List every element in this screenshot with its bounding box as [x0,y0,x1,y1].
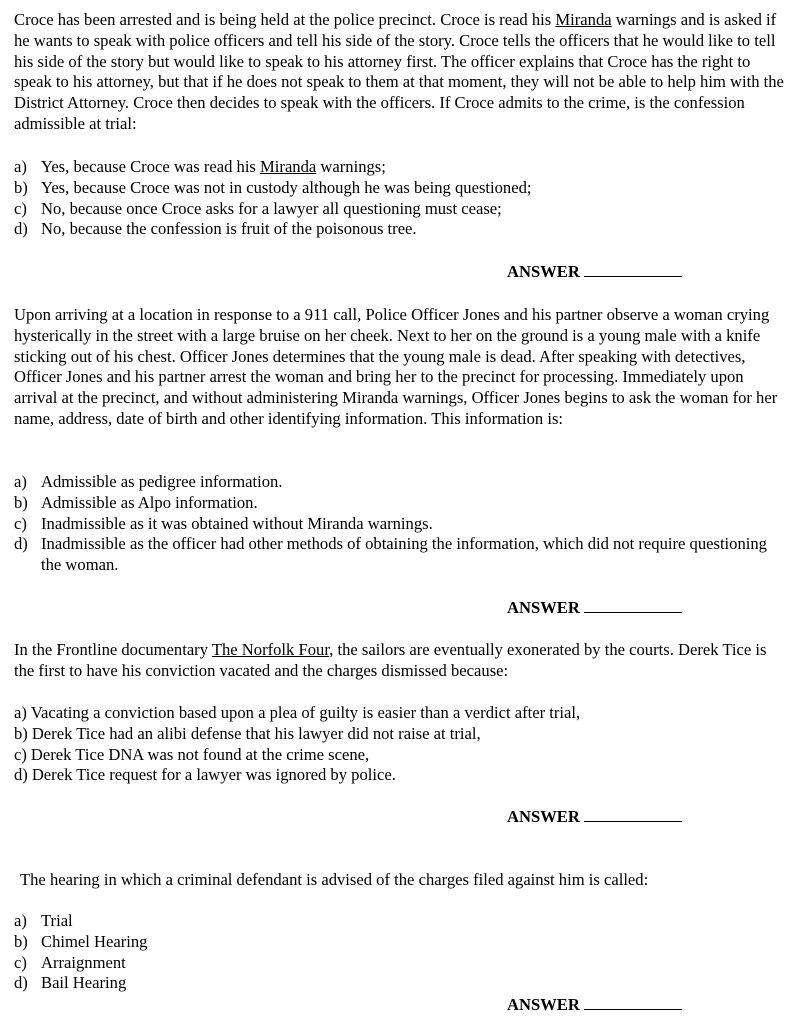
answer-blank-2[interactable] [584,598,682,613]
question-4-options [14,911,784,994]
question-3-stem: In the Frontline documentary The Norfolk Four, the sailors are eventually exonerated by the courts. Derek Tice is the first to have his conviction vacated and the charges dismissed because: [14,640,767,680]
answer-blank-3[interactable] [584,807,682,822]
option-d: d) Bail Hearing [14,973,127,993]
question-3-options [14,703,784,786]
option-b: b) Yes, because Croce was not in custody although he was being questioned; [14,177,532,197]
option-a: a) Vacating a conviction based upon a plea of guilty is easier than a verdict after trial, [14,703,581,722]
question-1-options [14,157,784,240]
option-b: b) Chimel Hearing [14,931,148,951]
miranda-underlined: Miranda [555,10,612,29]
option-b: b) Derek Tice had an alibi defense that his lawyer did not raise at trial, [14,723,481,743]
option-d: d) Inadmissible as the officer had other methods of obtaining the information, which did not require questioning the woman. [14,534,767,575]
option-a: a) Admissible as pedigree information. [14,472,283,491]
question-2-options [14,472,784,576]
answer-3: ANSWER [507,807,682,828]
answer-2: ANSWER [507,598,682,619]
norfolk-four-title: The Norfolk Four [211,640,330,659]
question-1-stem: Croce has been arrested and is being held at the police precinct. Croce is read his Miranda warnings and is asked if he wants to speak with police officers and tell his side of the story. Croce tells the officers that he would like to tell his side of the story but would like to speak to his attorney first. The officer explains that Croce has the right to speak to his attorney, but that if he does not speak to them at that moment, they will not be able to help him with the District Attorney. Croce then decides to speak with the officers. If Croce admits to the crime, is the confession admissible at trial: [14,10,784,133]
option-a: a) Trial [14,911,73,930]
answer-4: ANSWER [507,995,682,1016]
option-d: d) No, because the confession is fruit of the poisonous tree. [14,219,417,239]
question-4-stem: The hearing in which a criminal defendant is advised of the charges filed against him is called: [20,870,649,889]
answer-blank-4[interactable] [584,995,682,1010]
option-c: c) No, because once Croce asks for a lawyer all questioning must cease; [14,198,502,218]
answer-blank-1[interactable] [584,262,682,277]
question-2-stem: Upon arriving at a location in response to a 911 call, Police Officer Jones and his partner observe a woman crying hysterically in the street with a large bruise on her cheek. Next to her on the ground is a young male with a knife sticking out of his chest. Officer Jones determines that the young male is dead. After speaking with detectives, Officer Jones and his partner arrest the woman and bring her to the precinct for processing. Immediately upon arrival at the precinct, and without administering Miranda warnings, Officer Jones begins to ask the woman for her name, address, date of birth and other identifying information. This information is: [14,305,778,428]
option-c: c) Derek Tice DNA was not found at the crime scene, [14,744,370,764]
option-c: c) Inadmissible as it was obtained without Miranda warnings. [14,513,433,533]
option-b: b) Admissible as Alpo information. [14,492,258,512]
answer-1: ANSWER [507,262,682,283]
option-a: a) Yes, because Croce was read his Miranda warnings; [14,157,386,176]
option-c: c) Arraignment [14,952,126,972]
option-d: d) Derek Tice request for a lawyer was ignored by police. [14,765,396,785]
